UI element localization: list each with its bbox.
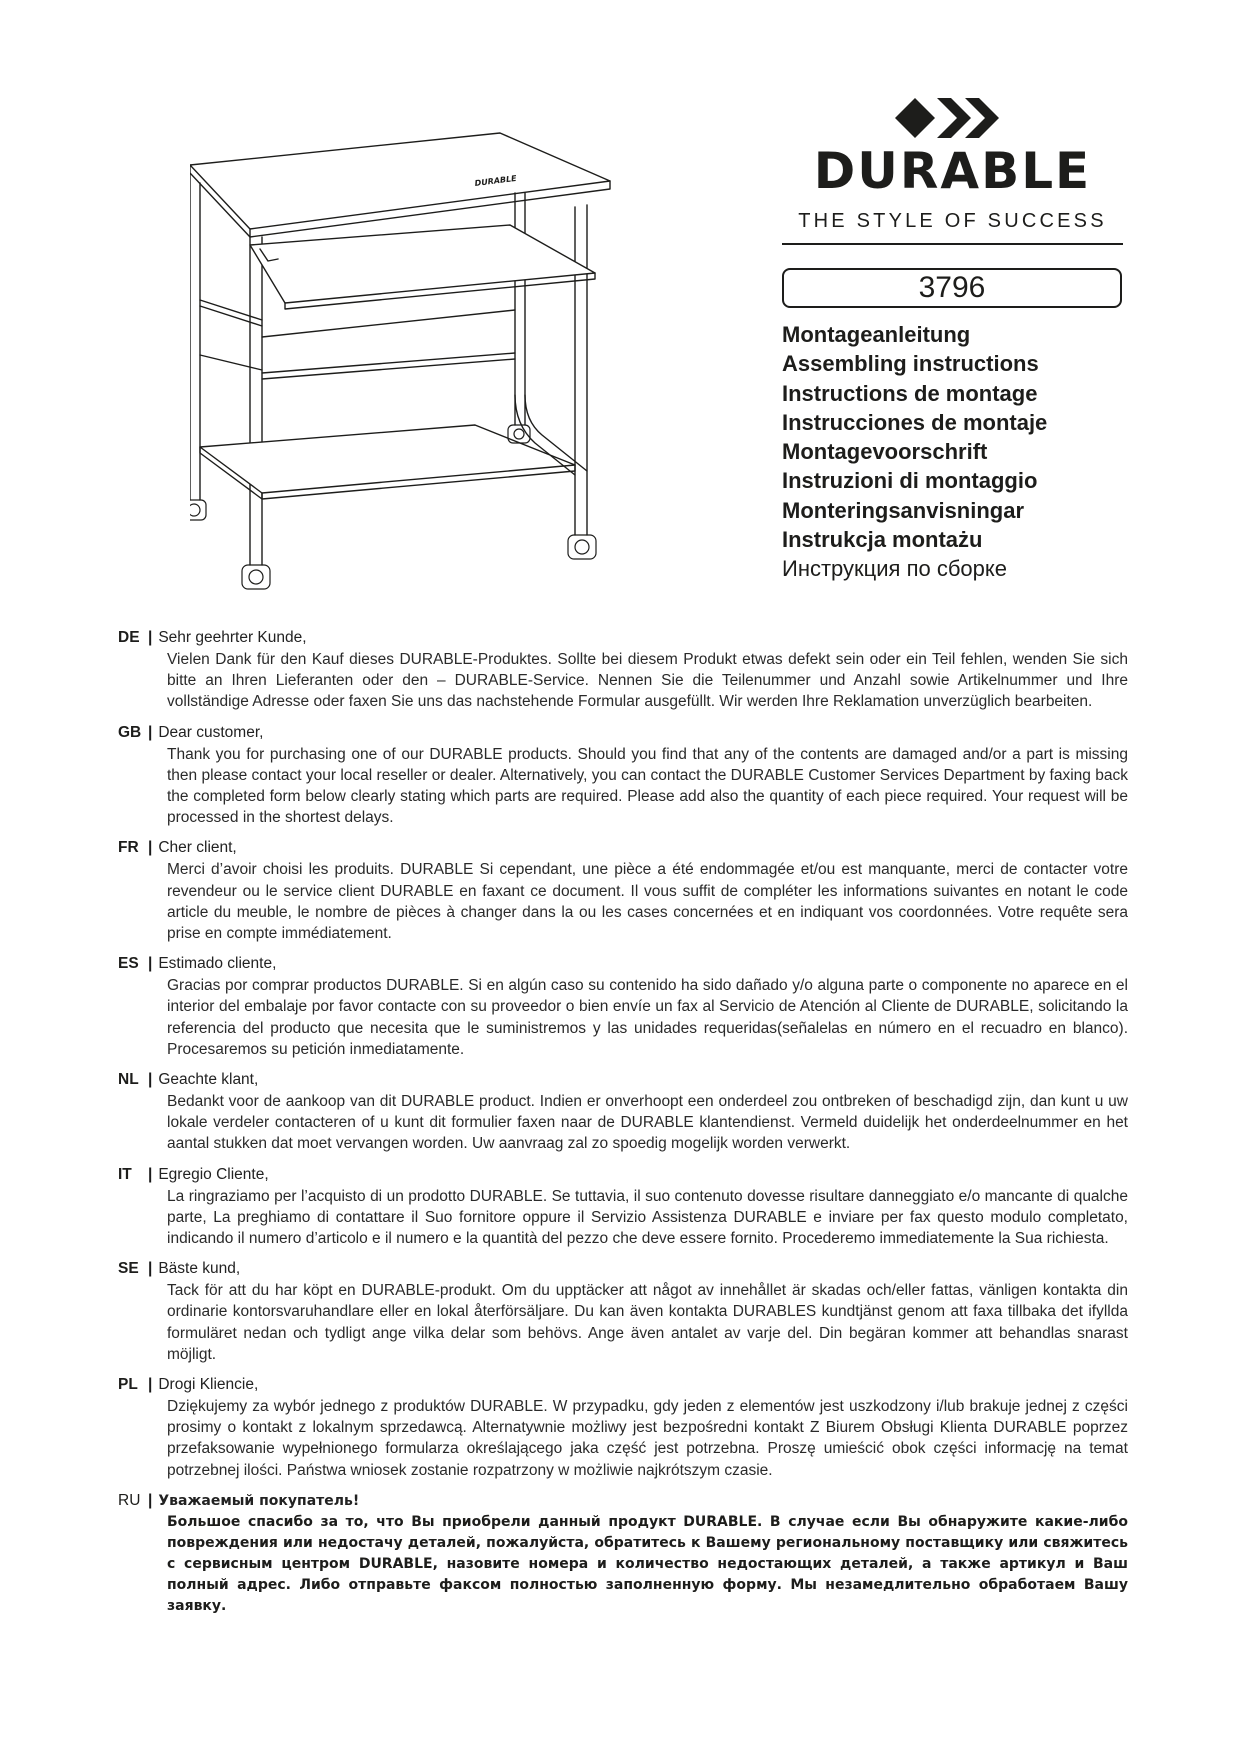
language-sections (118, 627, 1128, 1626)
section-body: Большое спасибо за то, что Вы приобрели данный продукт DURABLE. В случае если Вы обнаружите какие-либо повреждения или недостачу деталей, пожалуйста, обратитесь к Вашему региональному поставщику или свяжитесь с сервисным центром DURABLE, назовите номера и количество недостающих деталей, а также артикул и Ваш полный адрес. Либо отправьте факсом полностью заполненную форму. Мы незамедлительно обработаем Вашу заявку. (167, 1513, 1128, 1614)
section-body: Dziękujemy za wybór jednego z produktów DURABLE. W przypadku, gdy jeden z elementów jest uszkodzony i/lub brakuje jednej z części prosimy o kontakt z lokalnym sprzedawcą. Alternatywnie możliwy jest bezpośredni kontakt Z Biurem Obsługi Klienta DURABLE poprzez przefaksowanie wypełnionego formularza określającego jaka część jest potrzebna. Proszę umieścić obok części informację na temat potrzebnej ilości. Państwa wniosek zostanie rozpatrzony w możliwie najkrótszym czasie. (167, 1398, 1128, 1479)
separator: | (148, 955, 153, 973)
section-body: Merci d’avoir choisi les produits. DURABLE Si cependant, une pièce a été endommagée et/ou est manquante, merci de contacter votre revendeur ou le service client DURABLE en faxant ce document. Il vous suffit de compléter les informations suivantes en notant le code article du meuble, le nombre de pièces à changer dans la ou les cases concernées et en indiquant vos coordonnées. Votre requête sera prise en compte immédiatement. (167, 861, 1128, 943)
section-body: La ringraziamo per l’acquisto di un prodotto DURABLE. Se tuttavia, il suo contenuto dovesse risultare danneggiato e/o mancante di qualche parte, La preghiamo di contattare il Suo fornitore oppure il Servizio Assistenza DURABLE e inviare per fax questo modulo completato, indicando il numero d’articolo e il numero e la quantità del pezzo che deve essere fornito. Procederemo immediatemente la Sua richiesta. (167, 1187, 1128, 1248)
section-body: Tack för att du har köpt en DURABLE-produkt. Om du upptäcker att något av innehållet är skadas och/eller fattas, vänligen kontakta din ordinarie kontorsvaruhandlare eller en lokal återförsäljare. Du kan även kontakta DURABLES kundtjänst genom att faxa tillbaka det ifyllda formuläret nedan och tydligt ange vilka delar som behövs. Ange även antalet av varje del. Din begäran kommer att behandlas snarast möjligt. (167, 1282, 1128, 1363)
greeting: Sehr geehrter Kunde, (158, 629, 307, 646)
separator: | (148, 839, 153, 857)
section-gb (118, 722, 1128, 829)
section-body: Bedankt voor de aankoop van dit DURABLE product. Indien er onverhoopt een onderdeel zou ontbreken of beschadigd zijn, dan kunt u uw lokale verdeler contacteren of u kunt dit formulier faxen naar de DURABLE klantendienst. Vermeld duidelijk het onderdeelnummer en het aantal stukken dat moet vervangen worden. Uw aanvraag zal zo spoedig mogelijk worden verwerkt. (167, 1093, 1128, 1153)
separator: | (148, 1165, 153, 1183)
instruction-titles (782, 320, 1222, 584)
brand-logo (780, 92, 1125, 233)
chevron-arrows-icon (895, 92, 1010, 144)
greeting: Geachte klant, (158, 1071, 259, 1089)
title-de: Montageanleitung (782, 322, 971, 347)
separator: | (148, 723, 153, 741)
section-it (118, 1164, 1128, 1250)
section-se (118, 1258, 1128, 1365)
title-it: Instruzioni di montaggio (782, 468, 1038, 494)
section-nl (118, 1069, 1128, 1155)
language-code: SE (118, 1260, 139, 1278)
greeting: Drogi Kliencie, (158, 1376, 259, 1394)
separator: | (148, 629, 153, 646)
desk-brand-label: DURABLE (474, 173, 518, 188)
separator: | (148, 1071, 153, 1089)
greeting: Egregio Cliente, (158, 1165, 269, 1183)
language-code: FR (118, 839, 139, 857)
brand-tagline: THE STYLE OF SUCCESS (798, 210, 1107, 232)
brand-divider (782, 243, 1123, 245)
desk-illustration (190, 125, 630, 595)
section-body: Thank you for purchasing one of our DURABLE products. Should you find that any of the contents are damaged and/or a part is missing then please contact your local reseller or dealer. Alternatively, you can contact the DURABLE Customer Services Department by faxing back the completed form below clearly stating which parts are required. Please add also the quantity of each piece required. Your request will be processed in the shortest delays. (167, 745, 1128, 827)
language-code: DE (118, 629, 140, 646)
brand-name: DURABLE (813, 142, 1092, 200)
section-es (118, 953, 1128, 1060)
language-code: GB (118, 723, 142, 741)
title-pl: Instrukcja montażu (782, 527, 983, 553)
title-se: Monteringsanvisningar (782, 497, 1025, 523)
language-code: PL (118, 1376, 138, 1394)
greeting: Dear customer, (158, 723, 264, 741)
section-body: Vielen Dank für den Kauf dieses DURABLE-Produktes. Sollte bei diesem Produkt etwas defekt sein oder ein Teil fehlen, wenden Sie sich bitte an Ihren Lieferanten oder den – DURABLE-Service. Nennen Sie die Teilenummer und Anzahl sowie Artikelnummer und Ihre vollständige Adresse oder faxen Sie uns das nachstehende Formular ausgefüllt. Wir werden Ihre Reklamation unverzüglich bearbeiten. (167, 651, 1128, 711)
section-body: Gracias por comprar productos DURABLE. Si en algún caso su contenido ha sido dañado y/o alguna parte o componente no aparece en el interior del embalaje por favor contacte con su proveedor o bien envíe un fax al Servicio de Atención al Cliente de DURABLE, solicitando la referencia del producto que necesita que le suministremos y las unidades requeridas(señalelas en número en el recuadro en blanco). Procesaremos su petición inmediatamente. (167, 977, 1128, 1058)
separator: | (148, 1260, 153, 1278)
section-fr (118, 837, 1128, 944)
separator: | (148, 1491, 153, 1509)
section-ru (118, 1490, 1128, 1617)
title-nl: Montagevoorschrift (782, 439, 988, 465)
language-code: ES (118, 955, 139, 973)
section-pl (118, 1374, 1128, 1481)
greeting: Estimado cliente, (158, 955, 277, 973)
title-fr: Instructions de montage (782, 380, 1038, 406)
language-code: RU (118, 1491, 141, 1509)
greeting: Cher client, (158, 839, 237, 857)
greeting: Bäste kund, (158, 1260, 241, 1278)
separator: | (148, 1376, 153, 1394)
title-ru: Инструкция по сборке (782, 556, 1008, 582)
model-number: 3796 (782, 268, 1122, 308)
greeting: Уважаемый покупатель! (158, 1492, 360, 1509)
title-gb: Assembling instructions (782, 351, 1039, 377)
section-de (118, 627, 1128, 713)
language-code: NL (118, 1071, 139, 1089)
language-code: IT (118, 1165, 132, 1183)
title-es: Instrucciones de montaje (782, 409, 1048, 435)
